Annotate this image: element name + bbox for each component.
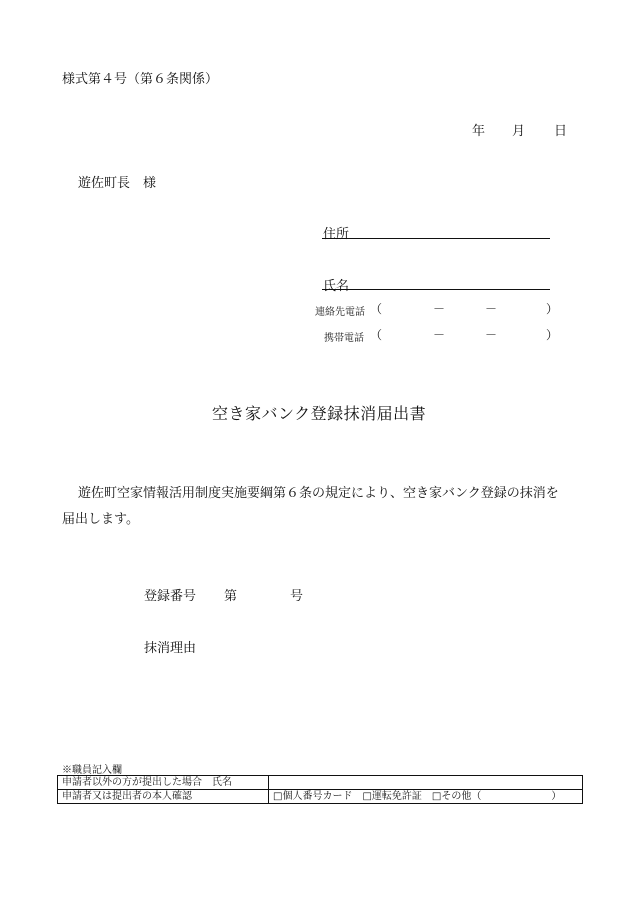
date-month: 月: [512, 124, 526, 139]
staff-row-value: [269, 776, 583, 790]
staff-section-heading: ※職員記入欄: [62, 765, 122, 776]
staff-row-label: 申請者以外の方が提出した場合 氏名: [58, 776, 269, 790]
date-day: 日: [554, 124, 568, 139]
reason-label: 抹消理由: [144, 641, 197, 656]
table-row: [58, 776, 583, 790]
registration-prefix: 第: [224, 589, 238, 604]
registration-label: 登録番号: [144, 589, 197, 604]
body-text-line-2: 届出します。: [62, 512, 139, 527]
addressee: 遊佐町長 様: [78, 176, 157, 191]
registration-row: [0, 585, 630, 603]
address-label: 住所: [323, 227, 350, 242]
mobile-phone-label: 携帯電話: [324, 333, 364, 344]
mobile-phone-dash-2: －: [485, 328, 498, 342]
name-label: 氏名: [323, 279, 350, 294]
document-title: 空き家バンク登録抹消届出書: [212, 404, 427, 423]
contact-phone-paren-close: ）: [546, 302, 559, 316]
staff-row-label: 申請者又は提出者の本人確認: [58, 790, 269, 804]
staff-row-value: □個人番号カード □運転免許証 □その他（ ）: [269, 790, 583, 804]
contact-phone-dash-1: －: [433, 302, 446, 316]
contact-phone-dash-2: －: [485, 302, 498, 316]
table-row: [58, 790, 583, 804]
address-underline: [322, 238, 550, 239]
date-year: 年: [472, 124, 486, 139]
staff-entry-table: [57, 775, 583, 804]
form-number: 様式第４号（第６条関係）: [62, 72, 219, 87]
contact-phone-row: [0, 300, 630, 316]
contact-phone-paren-open: （: [370, 302, 383, 316]
body-text-line-1: 遊佐町空家情報活用制度実施要綱第６条の規定により、空き家バンク登録の抹消を: [78, 486, 559, 501]
date-line: [472, 120, 568, 139]
name-underline: [322, 289, 550, 290]
mobile-phone-paren-open: （: [370, 328, 383, 342]
mobile-phone-dash-1: －: [433, 328, 446, 342]
mobile-phone-row: [0, 326, 630, 342]
registration-suffix: 号: [290, 589, 304, 604]
contact-phone-label: 連絡先電話: [315, 307, 365, 318]
mobile-phone-paren-close: ）: [546, 328, 559, 342]
